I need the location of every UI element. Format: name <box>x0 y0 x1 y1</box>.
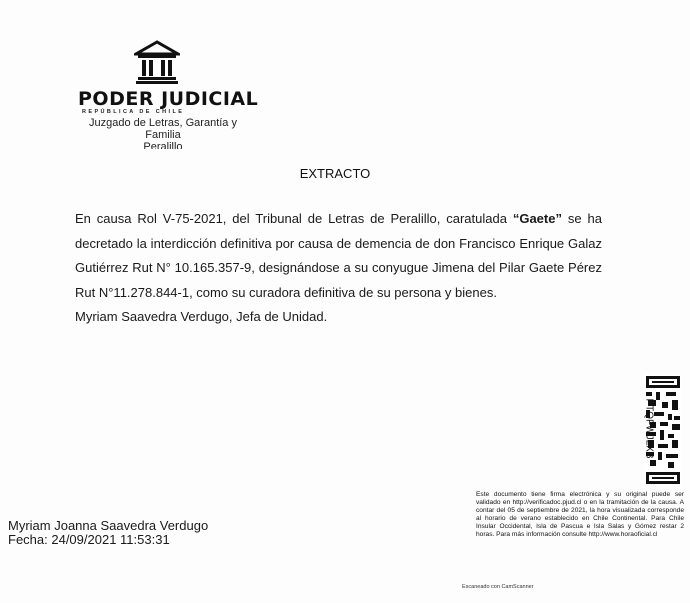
country-name: REPÚBLICA DE CHILE <box>82 109 185 115</box>
court-name <box>88 117 238 149</box>
verification-code: PTQFWJLXB <box>643 398 655 459</box>
document-body <box>75 207 602 330</box>
body-text-continued: se ha decretado la interdicción definitiva por causa de demencia de don Francisco Enrique Galaz Gutiérrez Rut N° 10.165.357-9, designándose a su conyugue Jimena del Pilar Gaete Pérez Rut N°11.278.844-1, como su curadora definitiva de su persona y bienes. <box>75 211 602 300</box>
signer-name: Myriam Joanna Saavedra Verdugo <box>8 518 209 533</box>
institution-name: PODER JUDICIAL <box>78 88 259 110</box>
court-line: Juzgado de Letras, Garantía y <box>89 117 237 129</box>
verification-notice: Este documento tiene firma electrónica y su original puede ser validado en http://verificadoc.pjud.cl o en la tramitación de la causa. A contar del 05 de septiembre de 2021, la hora visualizada corresponde al horario de verano establecido en Chile Continental. Para Chile Insular Occidental, Isla de Pascua e Isla Salas y Gómez restar 2 horas. Para más información consulte http://www.horaoficial.cl <box>476 491 684 538</box>
signature-block <box>8 519 208 547</box>
scanner-watermark: Escaneado con CamScanner <box>462 584 534 590</box>
signature-date: Fecha: 24/09/2021 11:53:31 <box>8 532 170 547</box>
body-text: En causa Rol V-75-2021, del Tribunal de Letras de Peralillo, caratulada <box>75 211 513 226</box>
courthouse-logo-icon <box>134 40 180 84</box>
body-signature-line: Myriam Saavedra Verdugo, Jefa de Unidad. <box>75 309 328 324</box>
case-name: “Gaete” <box>512 211 562 226</box>
document-title: EXTRACTO <box>299 166 371 181</box>
court-line: Peralillo <box>143 141 183 149</box>
court-line: Familia <box>145 129 181 141</box>
